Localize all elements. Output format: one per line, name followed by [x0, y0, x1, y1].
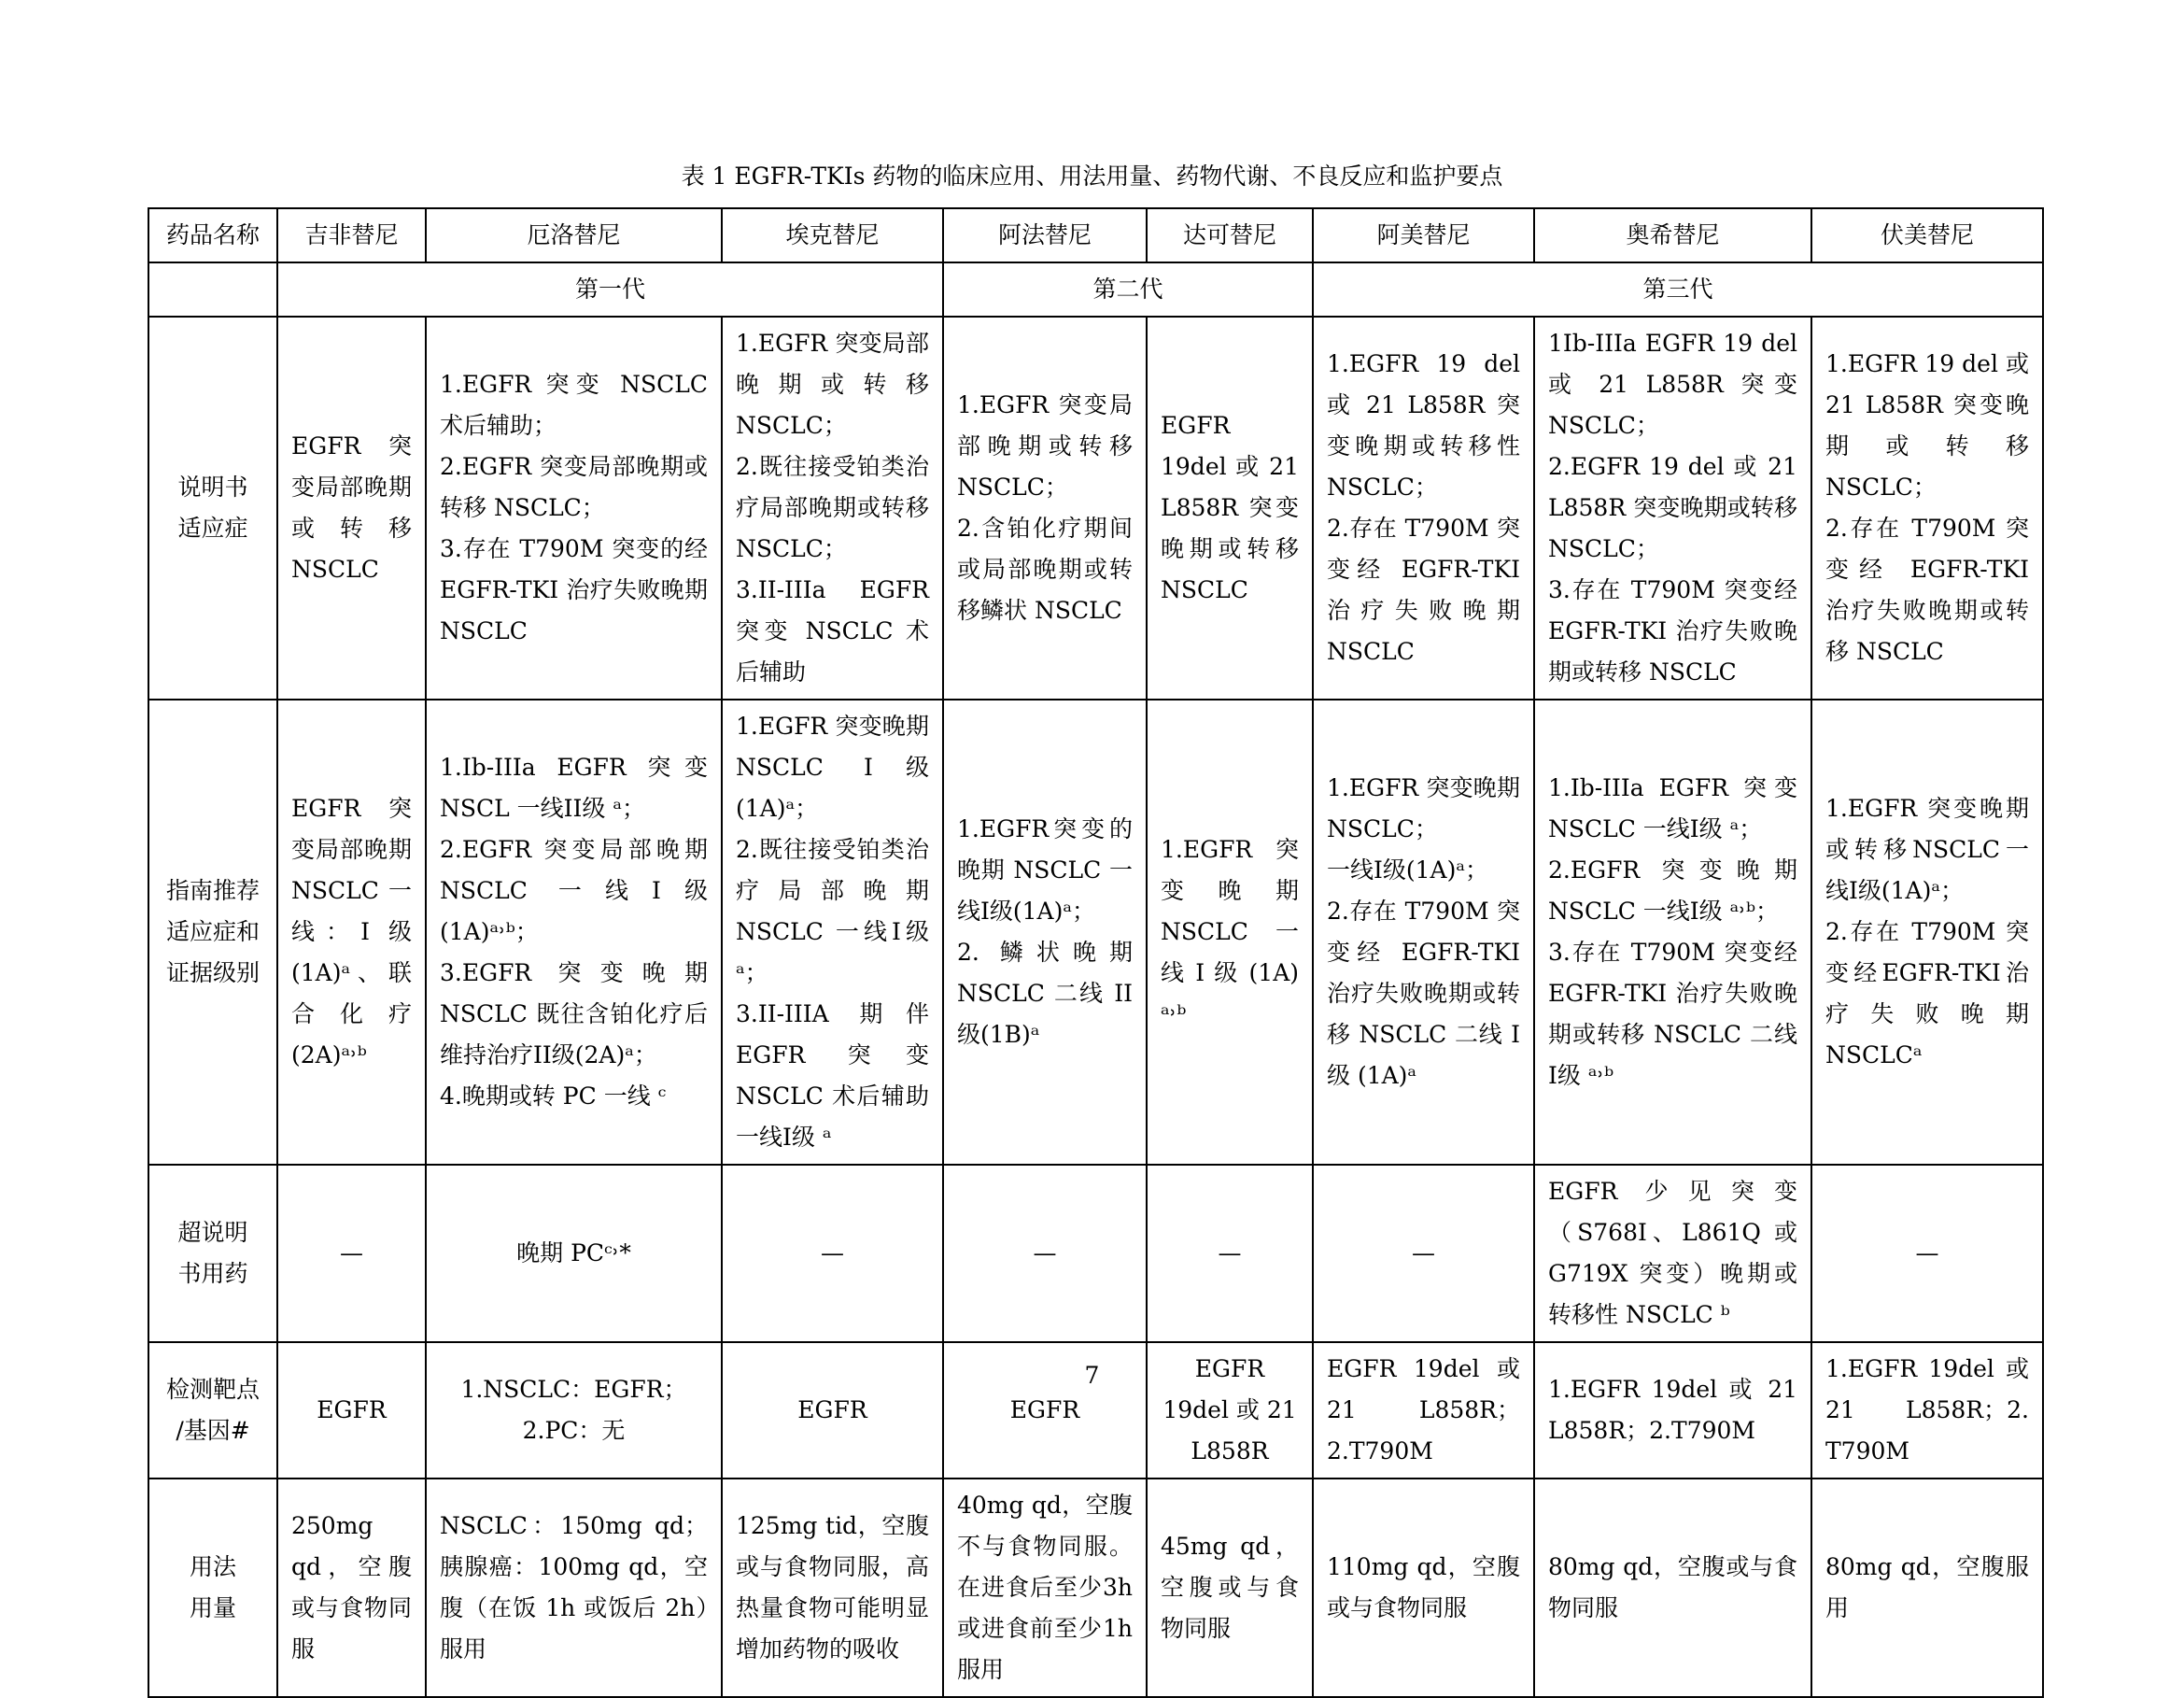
dosage-cell-line: NSCLC：150mg qd；胰腺癌：100mg qd，空腹（在饭 1h 或饭后 2h）服用 [440, 1512, 708, 1663]
indication-cell-line: 3.II-IIIa EGFR 突变 NSCLC 术后辅助 [736, 576, 929, 686]
indication-cell-line: 2.既往接受铂类治疗局部晚期或转移 NSCLC； [736, 453, 929, 562]
guideline-cell-line: 4.晚期或转 PC 一线 ᶜ [440, 1082, 667, 1110]
indication-cell-afatinib [943, 317, 1147, 700]
indication-cell-line: 3.存在 T790M 突变的经 EGFR-TKI 治疗失败晚期 NSCLC [440, 535, 708, 644]
drug-header-furmonertinib: 伏美替尼 [1811, 208, 2043, 262]
offlabel-label-line: 书用药 [177, 1260, 248, 1287]
indication-cell-line: 1.EGFR 突变局部晚期或转移 NSCLC； [957, 391, 1133, 501]
target-cell-line: EGFR 19del 或 21 L858R；2.T790M [1327, 1355, 1520, 1465]
guideline-cell-line: 2.既往接受铂类治疗局部晚期 NSCLC 一线I级 ᵃ； [736, 836, 929, 986]
indication-cell-osimertinib [1534, 317, 1811, 700]
dosage-cell-line: 40mg qd，空腹不与食物同服。在进食后至少3h或进食前至少1h服用 [957, 1492, 1133, 1683]
guideline-cell-line: EGFR 突变局部晚期 NSCLC 一线：I 级(1A)ᵃ、联合化疗(2A)ᵃ˒ᵇ [291, 795, 412, 1068]
indication-label-line: 说明书 [177, 474, 248, 501]
guideline-cell-line: 1.EGFR 突变晚期或转移NSCLC一线I级(1A)ᵃ； [1825, 795, 2029, 904]
offlabel-cell-furmonertinib [1811, 1165, 2043, 1342]
dosage-cell-line: 250mg qd，空腹或与食物同服 [291, 1512, 412, 1663]
dosage-label [148, 1479, 277, 1697]
guideline-cell-line: 1.Ib-IIIa EGFR 突变 NSCL 一线II级 ᵃ； [440, 754, 708, 822]
guideline-label [148, 700, 277, 1165]
offlabel-cell-dacomitinib [1147, 1165, 1313, 1342]
indication-cell-line: 1.EGFR 19 del 或 21 L858R 突变晚期或转移 NSCLC； [1825, 350, 2029, 501]
offlabel-cell-line: — [1218, 1239, 1242, 1266]
offlabel-cell-line: — [340, 1239, 363, 1266]
guideline-cell-line: 2.EGFR 突变晚期 NSCLC 一线I级 ᵃ˒ᵇ； [1548, 856, 1797, 925]
dosage-cell-dacomitinib [1147, 1479, 1313, 1697]
guideline-cell-icotinib [722, 700, 943, 1165]
dosage-cell-osimertinib [1534, 1479, 1811, 1697]
indication-cell-almonertinib [1313, 317, 1534, 700]
generation-second: 第二代 [943, 262, 1313, 317]
offlabel-cell-osimertinib [1534, 1165, 1811, 1342]
guideline-label-line: 适应症和 [165, 918, 260, 945]
indication-label [148, 317, 277, 700]
header-row [148, 208, 2043, 262]
indication-cell-line: 2.存在 T790M 突变经 EGFR-TKI 治疗失败晚期 NSCLC [1327, 515, 1520, 665]
guideline-cell-line: 2.存在 T790M 突变经EGFR-TKI治疗失败晚期 NSCLCᵃ [1825, 918, 2029, 1068]
generation-first: 第一代 [277, 262, 943, 317]
target-cell-line: 1.EGFR 19del 或 21 L858R；2. T790M [1825, 1355, 2029, 1465]
guideline-label-line: 指南推荐 [165, 877, 260, 904]
offlabel-cell-erlotinib [426, 1165, 722, 1342]
guideline-cell-line: 1.EGFR 突变晚期 NSCLC 一线 I 级 (1A) ᵃ˒ᵇ [1161, 836, 1299, 1027]
guideline-cell-furmonertinib [1811, 700, 2043, 1165]
dosage-cell-erlotinib [426, 1479, 722, 1697]
guideline-cell-almonertinib [1313, 700, 1534, 1165]
indication-row [148, 317, 2043, 700]
target-cell-line: EGFR [317, 1396, 387, 1423]
guideline-row [148, 700, 2043, 1165]
offlabel-cell-gefitinib [277, 1165, 426, 1342]
offlabel-cell-line: — [1915, 1239, 1939, 1266]
target-label-line: /基因# [176, 1417, 250, 1444]
indication-cell-line: 2.存在 T790M 突变经 EGFR-TKI 治疗失败晚期或转移 NSCLC [1825, 515, 2029, 665]
generation-row [148, 262, 2043, 317]
dosage-cell-line: 45mg qd，空腹或与食物同服 [1161, 1533, 1299, 1642]
dosage-cell-almonertinib [1313, 1479, 1534, 1697]
indication-cell-gefitinib [277, 317, 426, 700]
dosage-cell-gefitinib [277, 1479, 426, 1697]
dosage-cell-line: 80mg qd，空腹或与食物同服 [1548, 1553, 1797, 1621]
indication-cell-line: 1Ib-IIIa EGFR 19 del 或 21 L858R 突变 NSCLC； [1548, 330, 1797, 439]
offlabel-cell-afatinib [943, 1165, 1147, 1342]
indication-cell-line: EGFR 突变局部晚期或转移 NSCLC [291, 432, 412, 583]
dosage-label-line: 用法 [189, 1553, 236, 1580]
offlabel-label-line: 超说明 [177, 1219, 248, 1246]
guideline-cell-line: 3.II-IIIA 期伴 EGFR 突变 NSCLC 术后辅助一线I级 ᵃ [736, 1000, 929, 1151]
indication-cell-icotinib [722, 317, 943, 700]
indication-cell-line: 2.EGFR 19 del 或 21 L858R 突变晚期或转移 NSCLC； [1548, 453, 1797, 562]
drug-header-almonertinib: 阿美替尼 [1313, 208, 1534, 262]
indication-cell-erlotinib [426, 317, 722, 700]
target-cell-line: EGFR [1009, 1396, 1080, 1423]
guideline-cell-line: 2. 鳞状晚期 NSCLC 二线 II 级(1B)ᵃ [957, 939, 1133, 1048]
offlabel-row [148, 1165, 2043, 1342]
target-cell-line: EGFR [797, 1396, 867, 1423]
generation-empty-cell [148, 262, 277, 317]
drug-header-osimertinib: 奥希替尼 [1534, 208, 1811, 262]
guideline-cell-line: 1.EGFR 突变晚期 NSCLC； [1327, 774, 1520, 842]
table-caption: 表 1 EGFR-TKIs 药物的临床应用、用法用量、药物代谢、不良反应和监护要点 [681, 163, 1503, 190]
target-cell-line: EGFR 19del 或 21 L858R [1162, 1355, 1297, 1465]
guideline-cell-line: 3.存在 T790M 突变经 EGFR-TKI 治疗失败晚期或转移 NSCLC 二线I级 ᵃ˒ᵇ [1548, 939, 1797, 1089]
indication-cell-furmonertinib [1811, 317, 2043, 700]
offlabel-cell-line: — [1412, 1239, 1435, 1266]
generation-third: 第三代 [1313, 262, 2043, 317]
indication-cell-line: 3.存在 T790M 突变经 EGFR-TKI 治疗失败晚期或转移 NSCLC [1548, 576, 1797, 686]
indication-cell-dacomitinib [1147, 317, 1313, 700]
target-cell-line: 1.NSCLC：EGFR； [460, 1376, 687, 1403]
drug-header-afatinib: 阿法替尼 [943, 208, 1147, 262]
guideline-cell-line: 3.EGFR 突变晚期 NSCLC 既往含铂化疗后维持治疗II级(2A)ᵃ； [440, 959, 708, 1068]
offlabel-label [148, 1165, 277, 1342]
drug-header-erlotinib: 厄洛替尼 [426, 208, 722, 262]
offlabel-cell-line: EGFR 少见突变（S768I、L861Q 或 G719X 突变）晚期或转移性 NSCLC ᵇ [1548, 1178, 1797, 1328]
guideline-cell-line: 2.存在 T790M 突变经 EGFR-TKI 治疗失败晚期或转移 NSCLC 二线 I 级 (1A)ᵃ [1327, 898, 1520, 1089]
guideline-cell-line: 一线I级(1A)ᵃ； [1327, 856, 1488, 884]
drug-header-dacomitinib: 达可替尼 [1147, 208, 1313, 262]
offlabel-cell-line: — [1033, 1239, 1057, 1266]
indication-label-line: 适应症 [177, 515, 248, 542]
guideline-cell-line: 2.EGFR 突变局部晚期 NSCLC 一线I级(1A)ᵃ˒ᵇ； [440, 836, 708, 945]
indication-cell-line: 1.EGFR 19 del 或 21 L858R 突变晚期或转移性 NSCLC； [1327, 350, 1520, 501]
offlabel-cell-line: 晚期 PCᶜ˒* [516, 1239, 631, 1266]
guideline-cell-line: 1.Ib-IIIa EGFR 突变 NSCLC 一线I级 ᵃ； [1548, 774, 1797, 842]
offlabel-cell-icotinib [722, 1165, 943, 1342]
guideline-label-line: 证据级别 [165, 959, 260, 986]
dosage-cell-furmonertinib [1811, 1479, 2043, 1697]
offlabel-cell-line: — [821, 1239, 844, 1266]
guideline-cell-afatinib [943, 700, 1147, 1165]
dosage-cell-line: 110mg qd，空腹或与食物同服 [1327, 1553, 1520, 1621]
indication-cell-line: EGFR 19del 或 21 L858R 突变晚期或转移 NSCLC [1161, 412, 1299, 603]
offlabel-cell-almonertinib [1313, 1165, 1534, 1342]
indication-cell-line: 1.EGFR 突变局部晚期或转移 NSCLC； [736, 330, 929, 439]
target-cell-line: 2.PC：无 [522, 1417, 626, 1444]
drug-name-header: 药品名称 [148, 208, 277, 262]
page-number: 7 [1084, 1362, 1100, 1389]
target-label-line: 检测靶点 [165, 1376, 260, 1403]
dosage-label-line: 用量 [189, 1594, 236, 1621]
dosage-row [148, 1479, 2043, 1697]
dosage-cell-line: 80mg qd，空腹服用 [1825, 1553, 2029, 1621]
drug-header-gefitinib: 吉非替尼 [277, 208, 426, 262]
indication-cell-line: 2.含铂化疗期间或局部晚期或转移鳞状 NSCLC [957, 515, 1133, 624]
indication-cell-line: 1.EGFR 突变 NSCLC 术后辅助； [440, 371, 708, 439]
drug-header-icotinib: 埃克替尼 [722, 208, 943, 262]
guideline-cell-gefitinib [277, 700, 426, 1165]
dosage-cell-icotinib [722, 1479, 943, 1697]
guideline-cell-line: 1.EGFR 突变晚期 NSCLC I级(1A)ᵃ； [736, 713, 929, 822]
target-cell-line: 1.EGFR 19del 或 21 L858R；2.T790M [1548, 1376, 1797, 1444]
indication-cell-line: 2.EGFR 突变局部晚期或转移 NSCLC； [440, 453, 708, 521]
dosage-cell-line: 125mg tid，空腹或与食物同服，高热量食物可能明显增加药物的吸收 [736, 1512, 929, 1663]
guideline-cell-dacomitinib [1147, 700, 1313, 1165]
guideline-cell-erlotinib [426, 700, 722, 1165]
guideline-cell-osimertinib [1534, 700, 1811, 1165]
egfr-tki-table [148, 207, 2044, 1698]
dosage-cell-afatinib [943, 1479, 1147, 1697]
guideline-cell-line: 1.EGFR突变的晚期 NSCLC 一线I级(1A)ᵃ； [957, 815, 1133, 925]
